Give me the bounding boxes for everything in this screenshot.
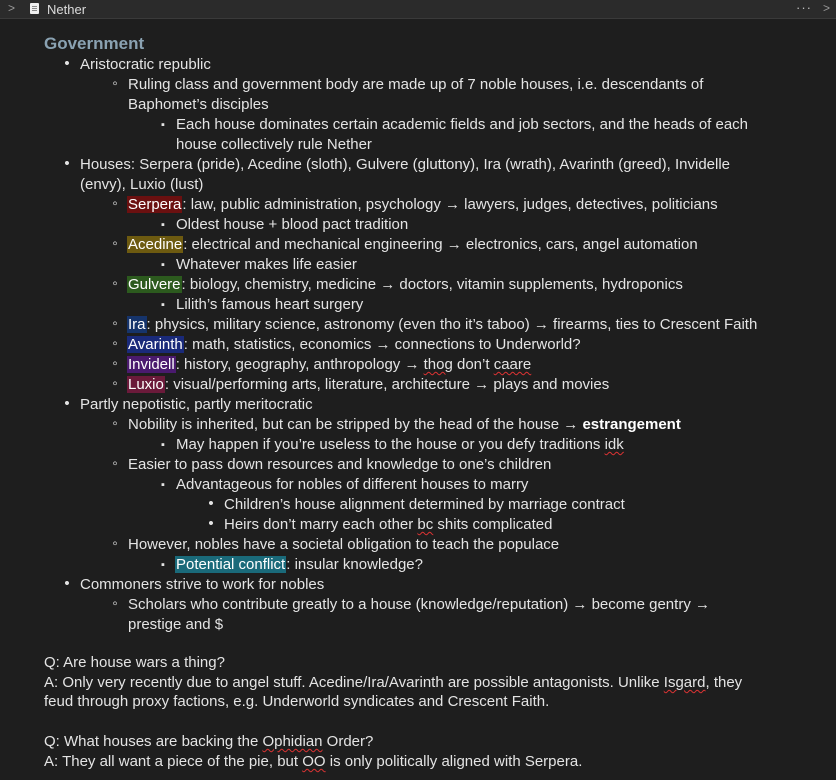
bullet-icon <box>105 275 125 292</box>
list-item-conflict <box>175 555 423 575</box>
list-item: Partly nepotistic, partly meritocratic <box>80 396 313 413</box>
list-item: Lilith’s famous heart surgery <box>176 296 364 313</box>
misspelled-word: bc <box>417 516 434 533</box>
list-item-continuation: Baphomet’s disciples <box>128 96 269 113</box>
text: Q: What houses are backing the <box>44 733 263 750</box>
bullet-icon <box>153 435 173 452</box>
list-item-continuation: house collectively rule Nether <box>176 136 372 153</box>
list-item <box>176 435 624 455</box>
section-heading: Government <box>44 34 145 53</box>
chevron-right-icon[interactable]: > <box>822 1 830 15</box>
document-icon <box>30 3 39 14</box>
highlight-conflict: Potential conflict <box>176 556 286 573</box>
bullet-icon <box>105 535 125 552</box>
bullet-icon <box>57 575 77 592</box>
bullet-icon <box>201 515 221 532</box>
bullet-icon <box>57 55 77 72</box>
text: don’t <box>452 356 494 373</box>
highlight-avarinth: Avarinth <box>128 336 183 353</box>
bullet-icon <box>153 215 173 232</box>
text: Order? <box>322 733 374 750</box>
bullet-icon <box>105 375 125 392</box>
list-item: Ruling class and government body are made up of 7 noble houses, i.e. descendants of <box>128 76 704 93</box>
misspelled-word: caare <box>493 356 532 373</box>
misspelled-word: thog <box>423 356 453 373</box>
bullet-icon <box>105 315 125 332</box>
bullet-icon <box>105 455 125 472</box>
list-item-continuation: (envy), Luxio (lust) <box>80 176 204 193</box>
text: A: Only very recently due to angel stuff. Acedine/Ira/Avarinth are possible antagonists. Unlike <box>44 674 664 691</box>
list-item-gulvere <box>127 275 683 295</box>
chevron-right-icon[interactable]: > <box>8 1 16 15</box>
bullet-icon <box>105 75 125 92</box>
bullet-icon <box>105 415 125 432</box>
bullet-icon <box>153 115 173 132</box>
answer <box>44 752 582 772</box>
bullet-icon <box>153 475 173 492</box>
bold-term: estrangement <box>582 416 681 433</box>
bullet-icon <box>153 555 173 572</box>
bullet-icon <box>57 155 77 172</box>
list-item <box>128 415 681 435</box>
text: : math, statistics, economics → connections to Underworld? <box>183 336 581 353</box>
list-item: Easier to pass down resources and knowledge to one’s children <box>128 456 552 473</box>
text: : law, public administration, psychology → lawyers, judges, detectives, politicians <box>182 196 718 213</box>
question: Q: Are house wars a thing? <box>44 654 225 671</box>
list-item-luxio <box>127 375 609 395</box>
list-item-acedine <box>127 235 698 255</box>
text: : physics, military science, astronomy (even tho it’s taboo) → firearms, ties to Crescent Faith <box>146 316 758 333</box>
text: shits complicated <box>433 516 553 533</box>
highlight-acedine: Acedine <box>128 236 183 253</box>
page-title: Nether <box>47 2 87 17</box>
list-item-serpera <box>127 195 718 215</box>
text: : insular knowledge? <box>286 556 423 573</box>
bullet-icon <box>153 295 173 312</box>
text: : history, geography, anthropology → <box>175 356 424 373</box>
text: Nobility is inherited, but can be stripped by the head of the house → <box>128 416 583 433</box>
highlight-serpera: Serpera <box>128 196 182 213</box>
list-item: Oldest house + blood pact tradition <box>176 216 409 233</box>
text: : electrical and mechanical engineering → electronics, cars, angel automation <box>183 236 698 253</box>
bullet-icon <box>105 335 125 352</box>
list-item-continuation: prestige and $ <box>128 616 224 633</box>
misspelled-word: OO <box>302 753 326 770</box>
list-item: Scholars who contribute greatly to a house (knowledge/reputation) → become gentry → <box>128 596 710 613</box>
answer <box>44 673 742 693</box>
list-item: Advantageous for nobles of different houses to marry <box>176 476 529 493</box>
list-item: Each house dominates certain academic fields and job sectors, and the heads of each <box>176 116 749 133</box>
list-item: Whatever makes life easier <box>176 256 357 273</box>
list-item: Houses: Serpera (pride), Acedine (sloth), Gulvere (gluttony), Ira (wrath), Avarinth (greed), Invidelle <box>80 156 731 173</box>
highlight-luxio: Luxio <box>128 376 164 393</box>
text: May happen if you’re useless to the house or you defy traditions <box>176 436 605 453</box>
highlight-invidell: Invidell <box>128 356 175 373</box>
text: A: They all want a piece of the pie, but <box>44 753 303 770</box>
list-item: Commoners strive to work for nobles <box>80 576 325 593</box>
list-item: However, nobles have a societal obligation to teach the populace <box>128 536 560 553</box>
list-item: Aristocratic republic <box>80 56 211 73</box>
title-bar <box>0 0 836 19</box>
list-item-ira <box>127 315 757 335</box>
list-item <box>224 515 552 535</box>
misspelled-word: Isgard <box>663 674 706 691</box>
text: is only politically aligned with Serpera. <box>325 753 583 770</box>
highlight-gulvere: Gulvere <box>128 276 181 293</box>
list-item-invidell <box>127 355 531 375</box>
highlight-ira: Ira <box>128 316 146 333</box>
list-item: Children’s house alignment determined by marriage contract <box>224 496 625 513</box>
misspelled-word: idk <box>604 436 624 453</box>
list-item-avarinth <box>127 335 581 355</box>
bullet-icon <box>201 495 221 512</box>
misspelled-word: Ophidian <box>262 733 323 750</box>
bullet-icon <box>105 195 125 212</box>
text: : visual/performing arts, literature, architecture → plays and movies <box>164 376 610 393</box>
question <box>44 732 373 752</box>
more-options-icon[interactable]: ··· <box>796 0 812 15</box>
bullet-icon <box>57 395 77 412</box>
text: , they <box>705 674 743 691</box>
bullet-icon <box>105 235 125 252</box>
bullet-icon <box>153 255 173 272</box>
bullet-icon <box>105 595 125 612</box>
answer-continuation: feud through proxy factions, e.g. Underworld syndicates and Crescent Faith. <box>44 693 550 710</box>
text: Heirs don’t marry each other <box>224 516 418 533</box>
bullet-icon <box>105 355 125 372</box>
text: : biology, chemistry, medicine → doctors, vitamin supplements, hydroponics <box>181 276 683 293</box>
